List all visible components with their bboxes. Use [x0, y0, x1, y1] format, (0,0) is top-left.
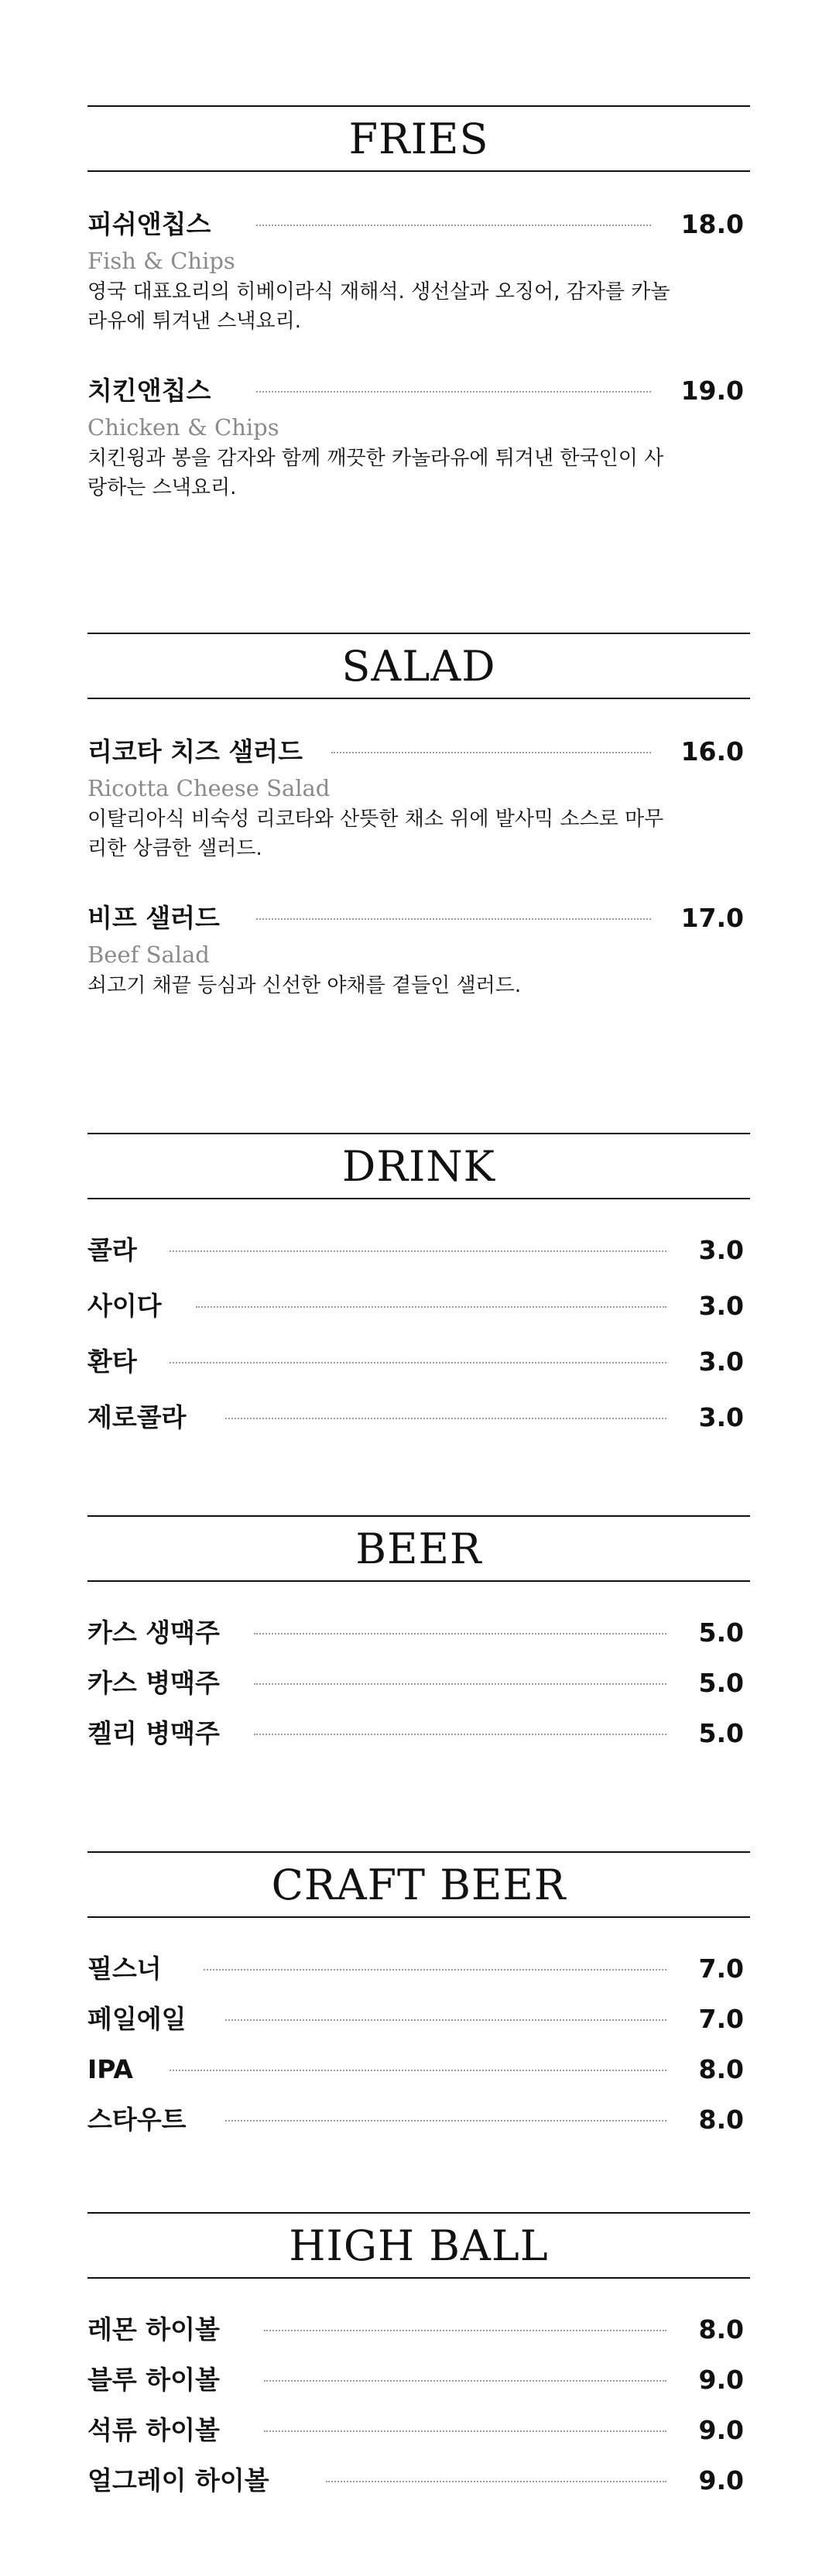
menu-item: [87, 208, 750, 242]
item-name: 비프 샐러드: [87, 903, 220, 933]
item-price: 7.0: [698, 2004, 744, 2034]
item-english-name: Beef Salad: [87, 942, 210, 968]
item-english-name: Ricotta Cheese Salad: [87, 775, 331, 801]
menu-item: [87, 1717, 750, 1751]
section-title: SALAD: [341, 641, 496, 691]
dotted-leader: [264, 2330, 666, 2331]
item-price: 19.0: [680, 376, 744, 406]
item-price: 18.0: [680, 209, 744, 239]
menu-item: [87, 2053, 750, 2087]
dotted-leader: [256, 225, 651, 226]
menu-item: [87, 374, 750, 408]
menu-item: [87, 2464, 750, 2498]
item-name: 콜라: [87, 1235, 137, 1265]
dotted-leader: [254, 1734, 666, 1735]
menu-item: [87, 2103, 750, 2137]
dotted-leader: [331, 752, 651, 753]
item-price: 7.0: [698, 1953, 744, 1984]
item-name: 카스 병맥주: [87, 1668, 220, 1698]
item-description: 치킨윙과 봉을 감자와 함께 깨끗한 카놀라유에 튀겨낸 한국인이 사랑하는 스낵요리.: [87, 447, 664, 499]
item-name: 리코타 치즈 샐러드: [87, 736, 303, 767]
dotted-leader: [326, 2481, 666, 2482]
menu-item: [87, 2413, 750, 2447]
item-price: 9.0: [698, 2415, 744, 2445]
section-craft-beer: [87, 1851, 750, 2135]
section-header: [87, 105, 750, 172]
item-price: 8.0: [698, 2054, 744, 2084]
section-title: HIGH BALL: [289, 2221, 549, 2270]
section-title: FRIES: [348, 114, 489, 163]
section-beer: [87, 1515, 750, 1748]
dotted-leader: [225, 2019, 666, 2021]
item-name: 페일에일: [87, 2004, 187, 2034]
item-price: 5.0: [698, 1668, 744, 1698]
item-price: 5.0: [698, 1718, 744, 1748]
section-salad: [87, 633, 750, 997]
item-name: 스타우트: [87, 2104, 187, 2135]
dotted-leader: [254, 1633, 666, 1634]
section-drink: [87, 1133, 750, 1432]
dotted-leader: [264, 2380, 666, 2382]
item-name: 치킨앤칩스: [87, 376, 211, 406]
menu-item: [87, 1666, 750, 1700]
section-high-ball: [87, 2212, 750, 2495]
item-english-name: Fish & Chips: [87, 248, 235, 274]
menu-item: [87, 1345, 750, 1379]
item-price: 3.0: [698, 1235, 744, 1265]
dotted-leader: [225, 2120, 666, 2122]
dotted-leader: [170, 2070, 666, 2071]
item-price: 16.0: [680, 736, 744, 767]
item-name: 필스너: [87, 1953, 162, 1984]
section-header: [87, 1515, 750, 1582]
menu-item: [87, 2002, 750, 2036]
item-name: 제로콜라: [87, 1402, 187, 1432]
section-title: BEER: [355, 1524, 482, 1573]
section-header: [87, 1851, 750, 1918]
dotted-leader: [170, 1362, 666, 1363]
item-name: 피쉬앤칩스: [87, 209, 211, 239]
item-name: 레몬 하이볼: [87, 2314, 220, 2344]
item-name: 카스 생맥주: [87, 1617, 220, 1648]
item-name: 석류 하이볼: [87, 2415, 220, 2445]
dotted-leader: [254, 1683, 666, 1685]
item-description: 이탈리아식 비숙성 리코타와 산뜻한 채소 위에 발사믹 소스로 마무리한 상큼한 샐러드.: [87, 808, 664, 860]
section-header: [87, 2212, 750, 2279]
item-price: 9.0: [698, 2465, 744, 2495]
item-price: 3.0: [698, 1291, 744, 1321]
section-title: DRINK: [342, 1141, 495, 1191]
menu-item: [87, 1401, 750, 1435]
item-name: 얼그레이 하이볼: [87, 2465, 269, 2495]
menu-item: [87, 735, 750, 769]
section-fries: [87, 105, 750, 499]
dotted-leader: [225, 1418, 666, 1419]
item-name: 사이다: [87, 1291, 162, 1321]
menu-item: [87, 901, 750, 935]
item-price: 8.0: [698, 2104, 744, 2135]
item-price: 3.0: [698, 1346, 744, 1377]
item-name: 켈리 병맥주: [87, 1718, 220, 1748]
section-header: [87, 1133, 750, 1199]
dotted-leader: [256, 918, 651, 920]
dotted-leader: [256, 391, 651, 393]
menu-item: [87, 1616, 750, 1650]
item-price: 3.0: [698, 1402, 744, 1432]
menu-item: [87, 2313, 750, 2347]
item-name: 환타: [87, 1346, 137, 1377]
menu-item: [87, 1233, 750, 1267]
item-price: 9.0: [698, 2365, 744, 2395]
menu-item: [87, 1289, 750, 1323]
dotted-leader: [204, 1969, 666, 1971]
item-name: 블루 하이볼: [87, 2365, 220, 2395]
item-english-name: Chicken & Chips: [87, 414, 279, 441]
section-title: CRAFT BEER: [271, 1860, 567, 1909]
dotted-leader: [196, 1306, 666, 1308]
item-price: 8.0: [698, 2314, 744, 2344]
menu-item: [87, 1952, 750, 1986]
item-price: 17.0: [680, 903, 744, 933]
item-description: 쇠고기 채끝 등심과 신선한 야채를 곁들인 샐러드.: [87, 974, 522, 997]
item-description: 영국 대표요리의 히베이라식 재해석. 생선살과 오징어, 감자를 카놀라유에 튀겨낸 스낵요리.: [87, 280, 670, 333]
dotted-leader: [170, 1250, 666, 1252]
item-name: IPA: [87, 2054, 133, 2084]
dotted-leader: [264, 2430, 666, 2432]
section-header: [87, 633, 750, 699]
menu-item: [87, 2363, 750, 2397]
item-price: 5.0: [698, 1617, 744, 1648]
